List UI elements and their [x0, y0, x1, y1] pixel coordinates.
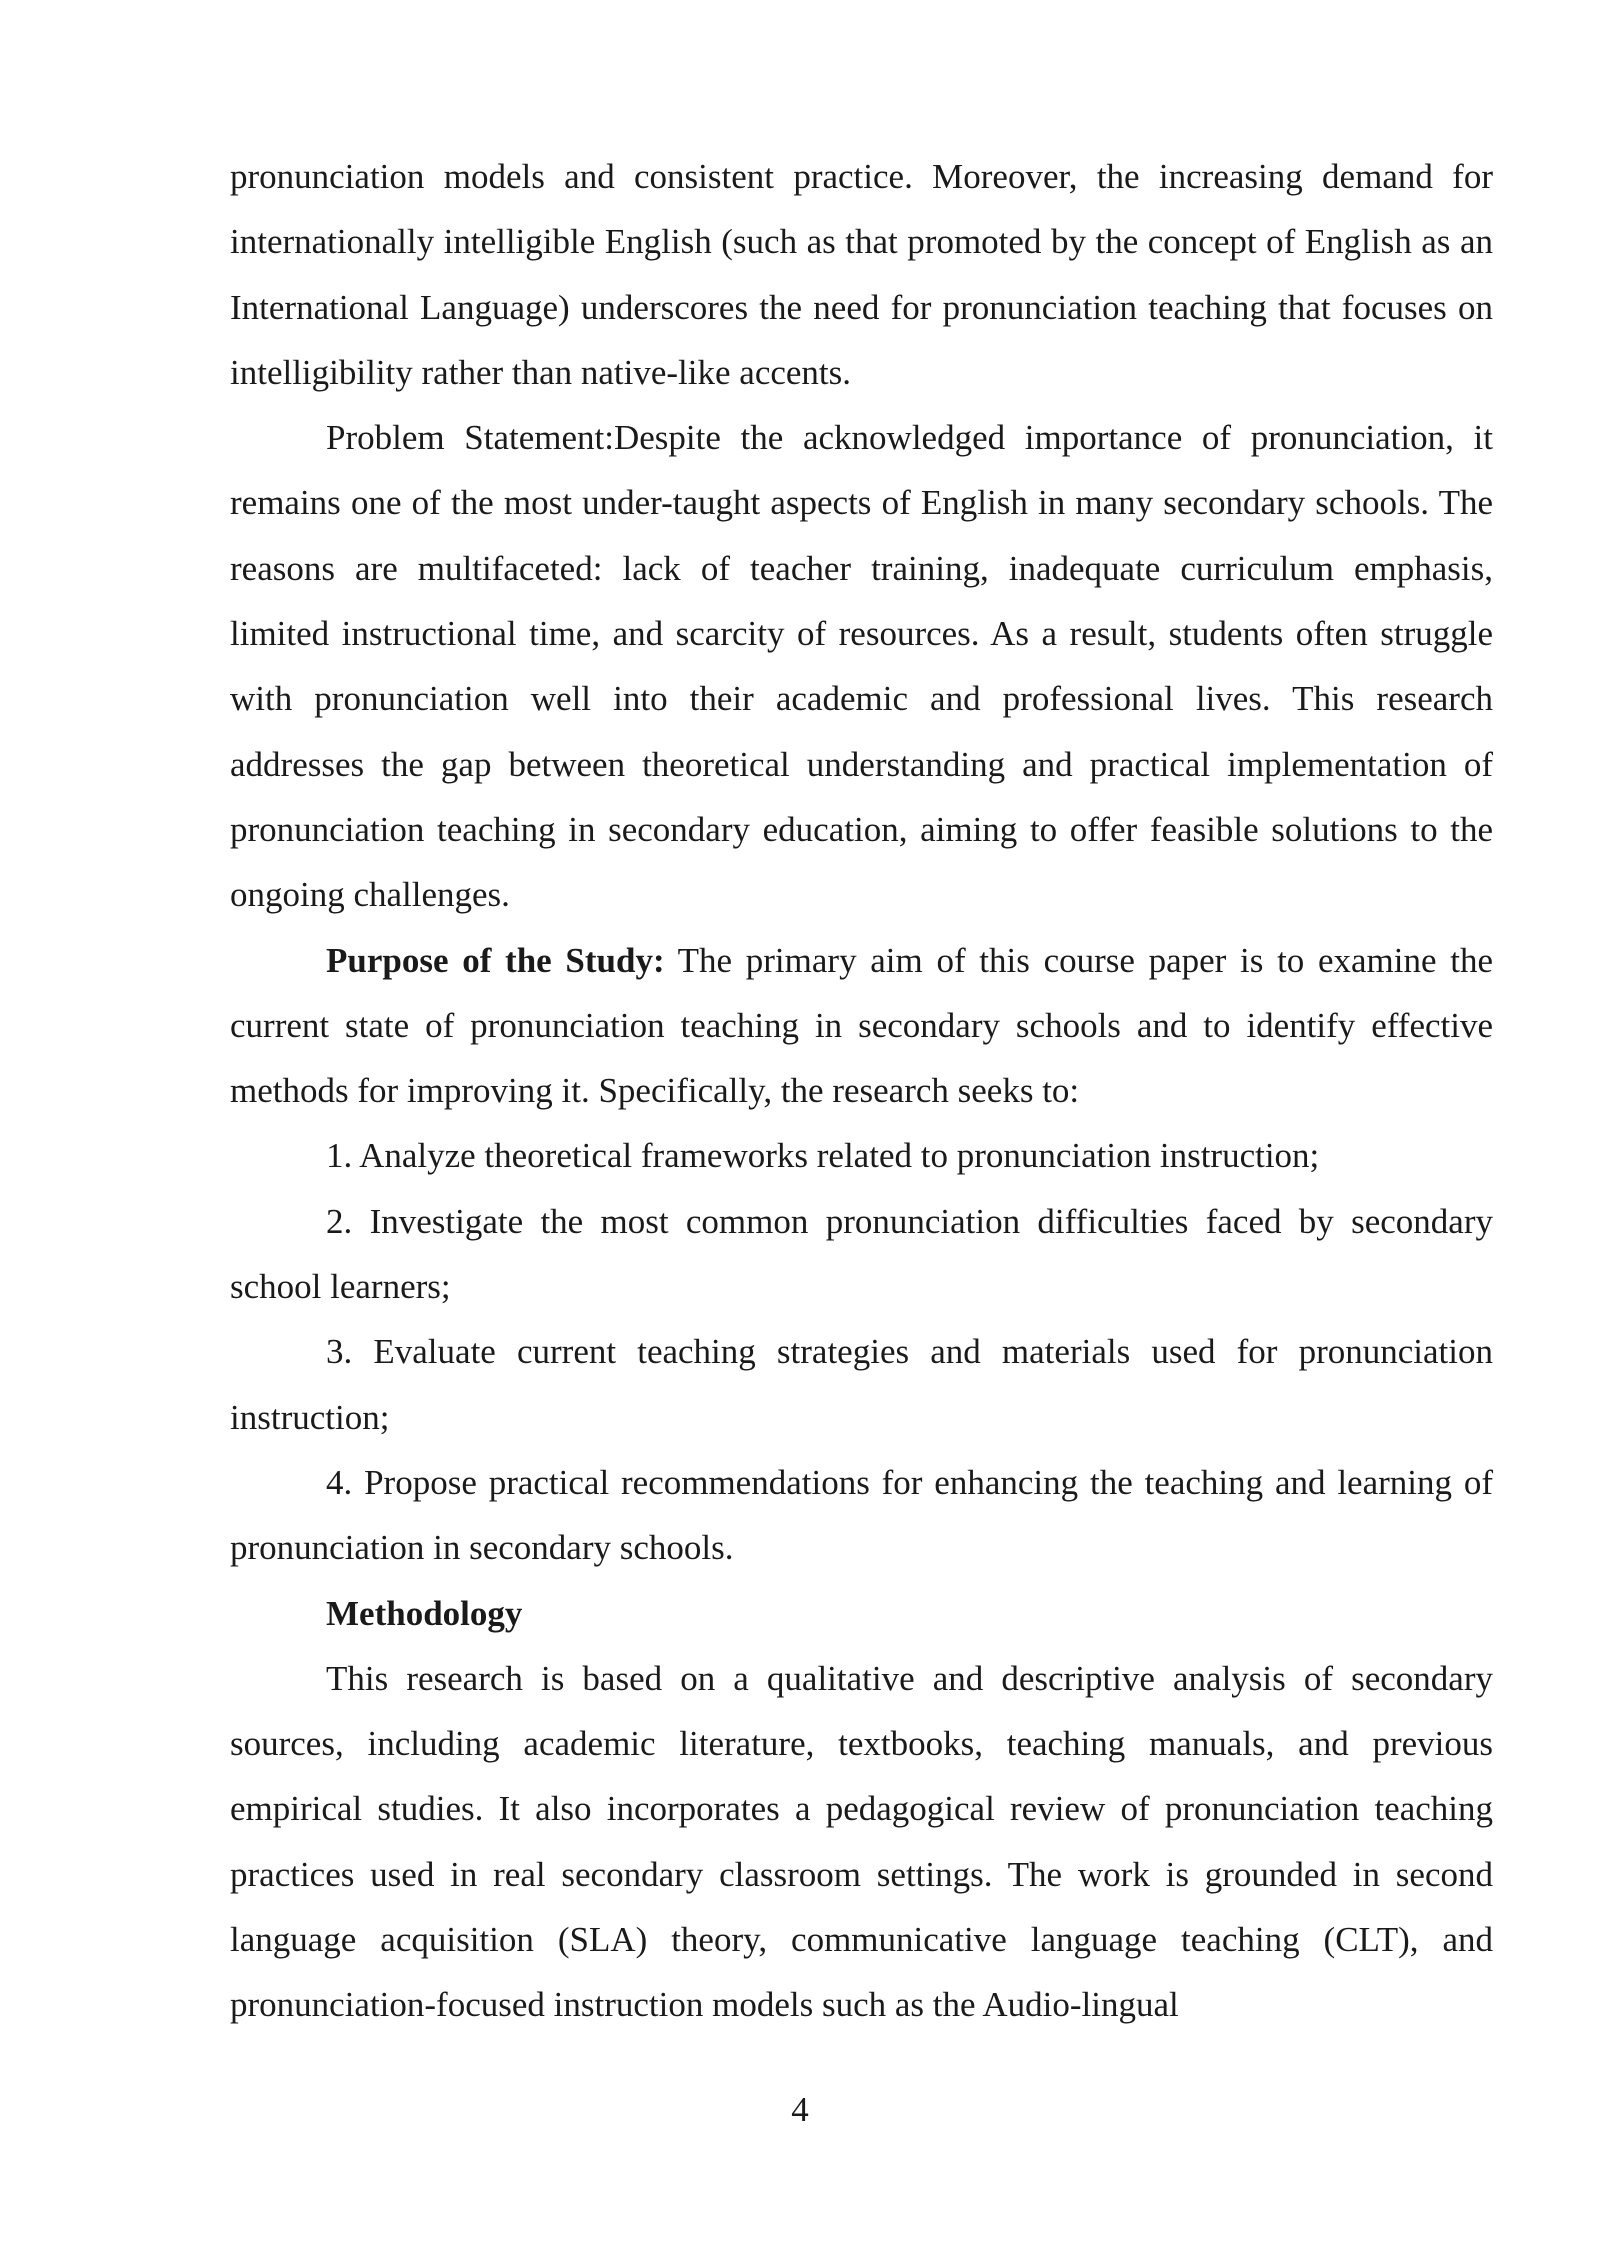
problem-statement-paragraph: Problem Statement:Despite the acknowledged importance of pronunciation, it remains one of the most under-taught aspects of English in many secondary schools. The reasons are multifaceted: lack of teacher training, inadequate curriculum emphasis, limited instructional time, and scarcity of resources. As a result, students often struggle with pronunciation well into their academic and professional lives. This research addresses the gap between theoretical understanding and practical implementation of pronunciation teaching in secondary education, aiming to offer feasible solutions to the ongoing challenges. [230, 418, 1493, 915]
list-item-3: 3. Evaluate current teaching strategies and materials used for pronunciation instruction; [230, 1332, 1493, 1437]
list-item-2: 2. Investigate the most common pronunciation difficulties faced by secondary school learners; [230, 1201, 1493, 1307]
purpose-heading: Purpose of the Study: [326, 940, 665, 980]
purpose-text: The primary aim of this course paper is to examine the current state of pronunciation teaching in secondary schools and to identify effective methods for improving it. Specifically, the research seeks to: [230, 940, 1493, 1111]
page-number: 4 [791, 2090, 809, 2129]
intro-paragraph: pronunciation models and consistent practice. Moreover, the increasing demand for internationally intelligible English (such as that promoted by the concept of English as an International Language) underscores the need for pronunciation teaching that focuses on intelligibility rather than native-like accents. [230, 157, 1493, 392]
page-body [230, 144, 1493, 2038]
list-item-4: 4. Propose practical recommendations for enhancing the teaching and learning of pronunciation in secondary schools. [230, 1462, 1493, 1568]
methodology-paragraph: This research is based on a qualitative and descriptive analysis of secondary sources, including academic literature, textbooks, teaching manuals, and previous empirical studies. It also incorporates a pedagogical review of pronunciation teaching practices used in real secondary classroom settings. The work is grounded in second language acquisition (SLA) theory, communicative language teaching (CLT), and pronunciation-focused instruction models such as the Audio-lingual [230, 1658, 1493, 2025]
methodology-heading: Methodology [326, 1593, 523, 1633]
purpose-paragraph [230, 928, 1493, 1124]
list-item-1: 1. Analyze theoretical frameworks related to pronunciation instruction; [326, 1136, 1320, 1176]
